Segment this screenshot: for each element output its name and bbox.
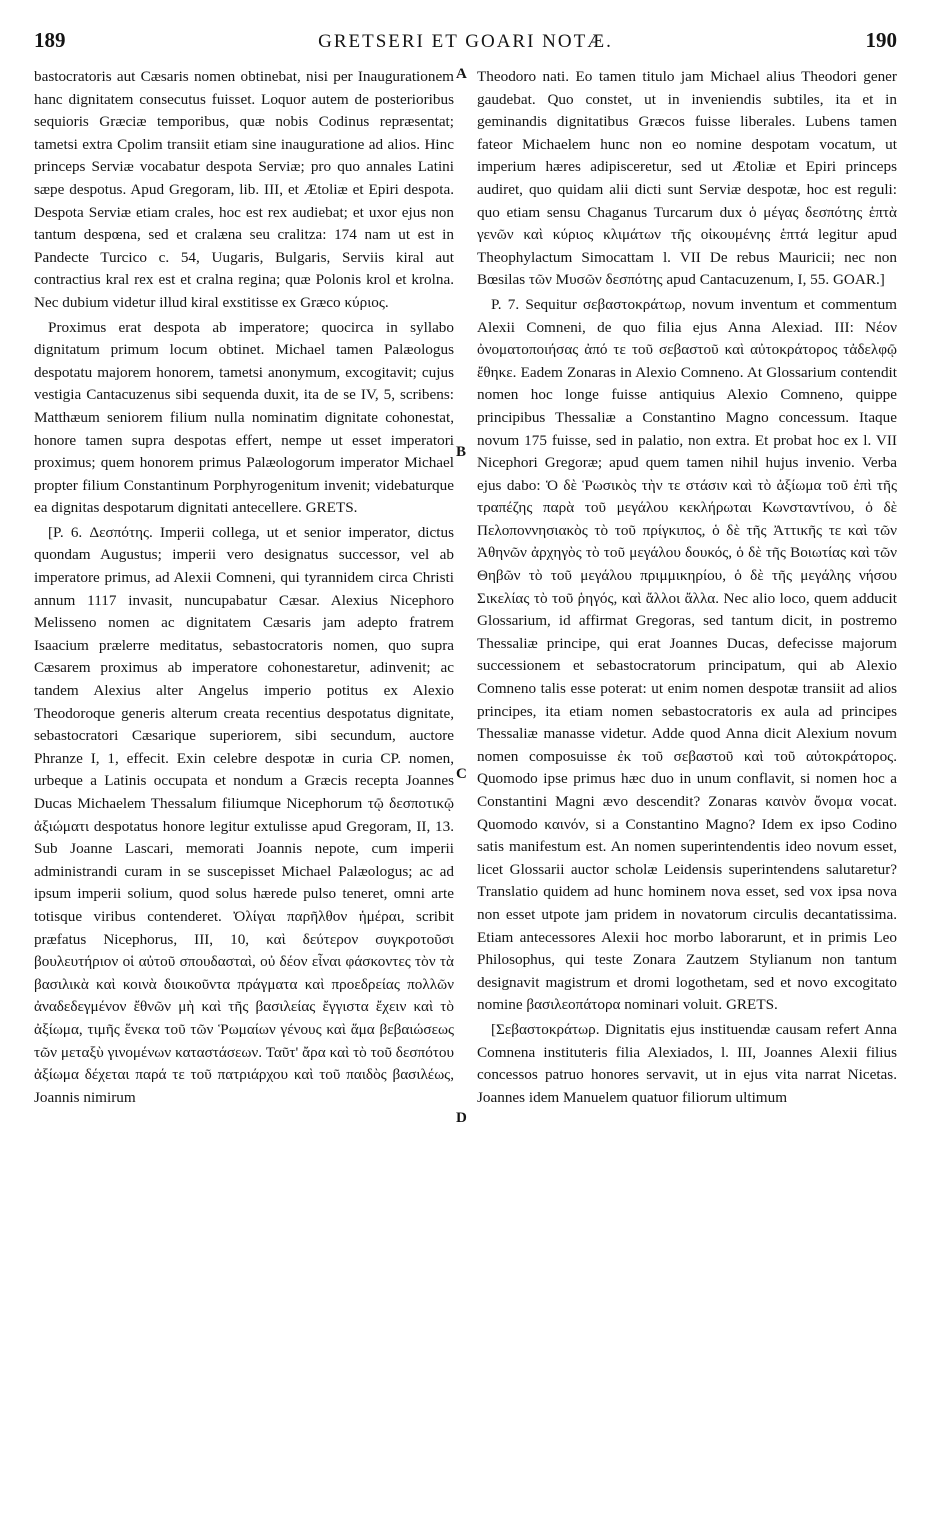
- margin-letter-b: B: [456, 444, 467, 460]
- right-paragraph-1: Theodoro nati. Eo tamen titulo jam Michael alius Theodori gener gaudebat. Quo constet, ut in inveniendis subtiles, ita et in geminandis dignitatibus Græcos fuisse liberales. Lubens tamen fateor Michaelem hunc non eo nomine despotam vocatum, ut imperium hæres adipisceretur, sed ut Ætoliæ et Epiri princeps audiret, quo quidam alii dicti sunt Serviæ despotæ, hoc est reguli: quo etiam sensu Chaganus Turcarum dux ὁ μέγας δεσπότης ἑπτὰ γενῶν καὶ κύριος κλιμάτων τῆς οἰκουμένης ἑπτά legitur apud Theophylactum Simocattam l. VII De rebus Mauricii; nec non Bœsilas τῶν Μυσῶν δεσπότης apud Cantacuzenum, I, 55. GOAR.]: [477, 68, 897, 289]
- margin-letter-d: D: [456, 1110, 467, 1126]
- left-page-number: 189: [34, 28, 66, 52]
- margin-letter-c: C: [456, 766, 467, 782]
- page-header: [34, 28, 897, 60]
- left-paragraph-3: [P. 6. Δεσπότης. Imperii collega, ut et senior imperator, dictus quondam Augustus; imperii vero designatus successor, vel ab imperatore primus, ad Alexii Comneni, qui tyrannidem circa Christi annum 1117 invasit, nuncupabatur Cæsar. Alexius Nicephoro Melisseno nomen ac dignitatem Cæsaris jam adepto fratrem Isaacium prælerre meditatus, sebastocratoris nomen, quo supra Cæsarem proximus ab imperatore cohonestaretur, adinvenit; ac tandem Alexius alter Angelus imperio potitus ex Alexio Theodoroque generis alterum creata recentius despotatus dignitate, sebastocratori Cæsarique superiorem, sibi secundum, auctore Phranze I, 1, effecit. Exin celebre despotæ in curia CP. nomen, urbeque a Latinis occupata et nondum a Græcis recepta Joannes Ducas Michaelem Thessalum filiumque Nicephorum τῷ δεσποτικῷ ἀξιώματι despotatus honore legitur extulisse apud Gregoram, II, 13. Sub Joanne Lascari, memorati Joannis nepote, cum imperii administrandi curam in se suscepisset Michael Palæologus; ac ad ipsum imperii solium, quod solus hærede pulso teneret, omni arte totisque viribus contenderet. Ὀλίγαι παρῆλθον ἡμέραι, scribit præfatus Nicephorus, III, 10, καὶ δεύτερον συγκροτοῦσι βουλευτήριον οἱ αὐτοῦ σπουδασταὶ, οὐ δέον εἶναι φάσκοντες τὸν τὰ βασιλικὰ καὶ κοινὰ διοικοῦντα πράγματα καὶ προεδρείας πολλῶν ἀναδεδεγμένον ἔθνῶν μὴ καὶ τῆς βασιλείας ἔγγιστα ἔχειν καὶ τὸ ἀξίωμα, τιμῆς ἕνεκα τοῦ τῶν Ῥωμαίων γένους καὶ ἅμα βεβαιώσεως τῶν μεταξὺ γινομένων καταστάσεων. Ταῦτ' ἄρα καὶ τὸ τοῦ δεσπότου ἀξίωμα δέχεται παρά τε τοῦ πατριάρχου καὶ τοῦ παιδὸς βασιλέως, Joannis nimirum: [34, 523, 454, 1106]
- left-column: [34, 66, 454, 1526]
- running-title: GRETSERI ET GOARI NOTÆ.: [318, 31, 613, 52]
- right-paragraph-2: P. 7. Sequitur σεβαστοκράτωρ, novum inventum et commentum Alexii Comneni, de quo filia ejus Anna Alexiad. III: Νέον ὀνοματοποιήσας ἀπό τε τοῦ σεβαστοῦ καὶ αὐτοκράτορος τἀδελφῷ ἔθηκε. Eadem Zonaras in Alexio Comneno. At Glossarium contendit nomen hoc longe fuisse antiquius Alexio Comneno, quippe principibus Thessaliæ a Constantino Magno concessum. Itaque novum 175 fuisse, sed in palatio, non extra. Et probat hoc ex l. VII Nicephori Gregoræ; apud quem tamen nihil hujus invenio. Verba ejus dabo: Ὁ δὲ Ῥωσικὸς τὴν τε στάσιν καὶ τὸ ἀξίωμα τοῦ ἐπὶ τῆς τραπέζης παρὰ τοῦ μεγάλου κεκλήρωται Κωνσταντίνου, ὁ δὲ Πελοποννησιακὸς τὸ τοῦ πρίγκιπος, ὁ δὲ τῆς Ἀττικῆς τε καὶ τῶν Ἀθηνῶν ἀρχηγὸς τὸ τοῦ μεγάλου δουκός, ὁ δὲ τῆς Βοιωτίας καὶ τῶν Θηβῶν τὸ τοῦ μεγάλου πριμμικηρίου, ὁ δὲ τῆς μεγάλης νήσου Σικελίας τὸ τοῦ ῥηγός, καὶ ἄλλοι ἄλλα. Nec alio loco, quem adducit Glossarium, id affirmat Gregoras, sed tantum dicit, in postremo Thessaliæ principe, qui erat Joannes Ducas, defecisse majorum successionem et sebastocratorum principatum, qui ab Alexio Comneno talis esse poterat: ut enim nomen despotæ transiit ad alios principes, ita etiam nomen sebastocratoris ex aula ad principes Thessaliæ manasse videtur. Adde quod Anna dicit Alexium novum nomen composuisse ἐκ τοῦ σεβαστοῦ καὶ τοῦ αὐτοκράτορος. Quomodo ipse primus hæc duo in unum conflavit, si nomen hoc a Constantini Magni ævo descendit? Zonaras καινὸν ὄνομα vocat. Quomodo καινόν, si a Constantino Magno? Idem ex ipso Codino satis manifestum est. An nomen superintendentis ideo novum esset, licet Glossarii auctor scholæ Leidensis superintendens salutaretur? Translatio quidem ad hunc hominem nova esset, sed vox ipsa nova non esset utpote jam pridem in novatorum circulis decantatissima. Etiam antecessores Alexii hoc morbo laborarunt, et in primis Leo Philosophus, qui teste Zonara Zautzem Stylianum non tantum designavit magistrum et dromi logothetam, sed et novo excogitato nomine βασιλεοπάτορα nominari voluit. GRETS.: [477, 295, 897, 1014]
- left-paragraph-1: bastocratoris aut Cæsaris nomen obtinebat, nisi per Inaugurationem hanc dignitatem consecutus fuisset. Loquor autem de posterioribus sequioris Græciæ temporibus, quæ nobis Codinus repræsentat; tametsi extra Cpolim transiit etiam sine inauguratione ad alios. Hinc princeps Serviæ vocabatur despota Serviæ; pro quo annales Latini sæpe despotus. Apud Gregoram, lib. III, et Ætoliæ et Epiri despota. Despota Serviæ etiam crales, hoc est rex audiebat; et uxor ejus non tantum despœna, sed et cralæna seu cralitza: 174 nam ut est in Pandecte Turcico c. 54, Uugaris, Bulgaris, Serviis kiral aut contractius kral rex est et cralna regina; quæ Polonis krol et krolna. Nec dubium videtur illud kiral exstitisse ex Græco κύριος.: [34, 68, 454, 311]
- margin-letter-a: A: [456, 66, 467, 82]
- right-page-number: 190: [865, 28, 897, 52]
- right-paragraph-3: [Σεβαστοκράτωρ. Dignitatis ejus instituendæ causam refert Anna Comnena instituteris filia Alexiados, l. III, Joannes Alexii filius concessos patruo honores servavit, ut in ejus vita narrat Nicetas. Joannes idem Manuelem quatuor filiorum ultimum: [477, 1020, 897, 1106]
- left-paragraph-2: Proximus erat despota ab imperatore; quocirca in syllabo dignitatum primum locum obtinet. Michael tamen Palæologus despotatu majorem honorem, tametsi anonymum, excogitavit; cujus vestigia Cantacuzenus sibi sequenda duxit, ita de se IV, 5, scribens: Matthæum seniorem filium nulla nominatim dignitate cohonestat, honore tamen supra despotas effert, nempe ut esset imperatori proximus; quem honorem primus Palæologorum imperator Michael propter filium Constantinum Porphyrogenitum invenit; videbaturque ea dignitas despotarum dignitati antecellere. GRETS.: [34, 318, 454, 517]
- right-column: [477, 66, 897, 1526]
